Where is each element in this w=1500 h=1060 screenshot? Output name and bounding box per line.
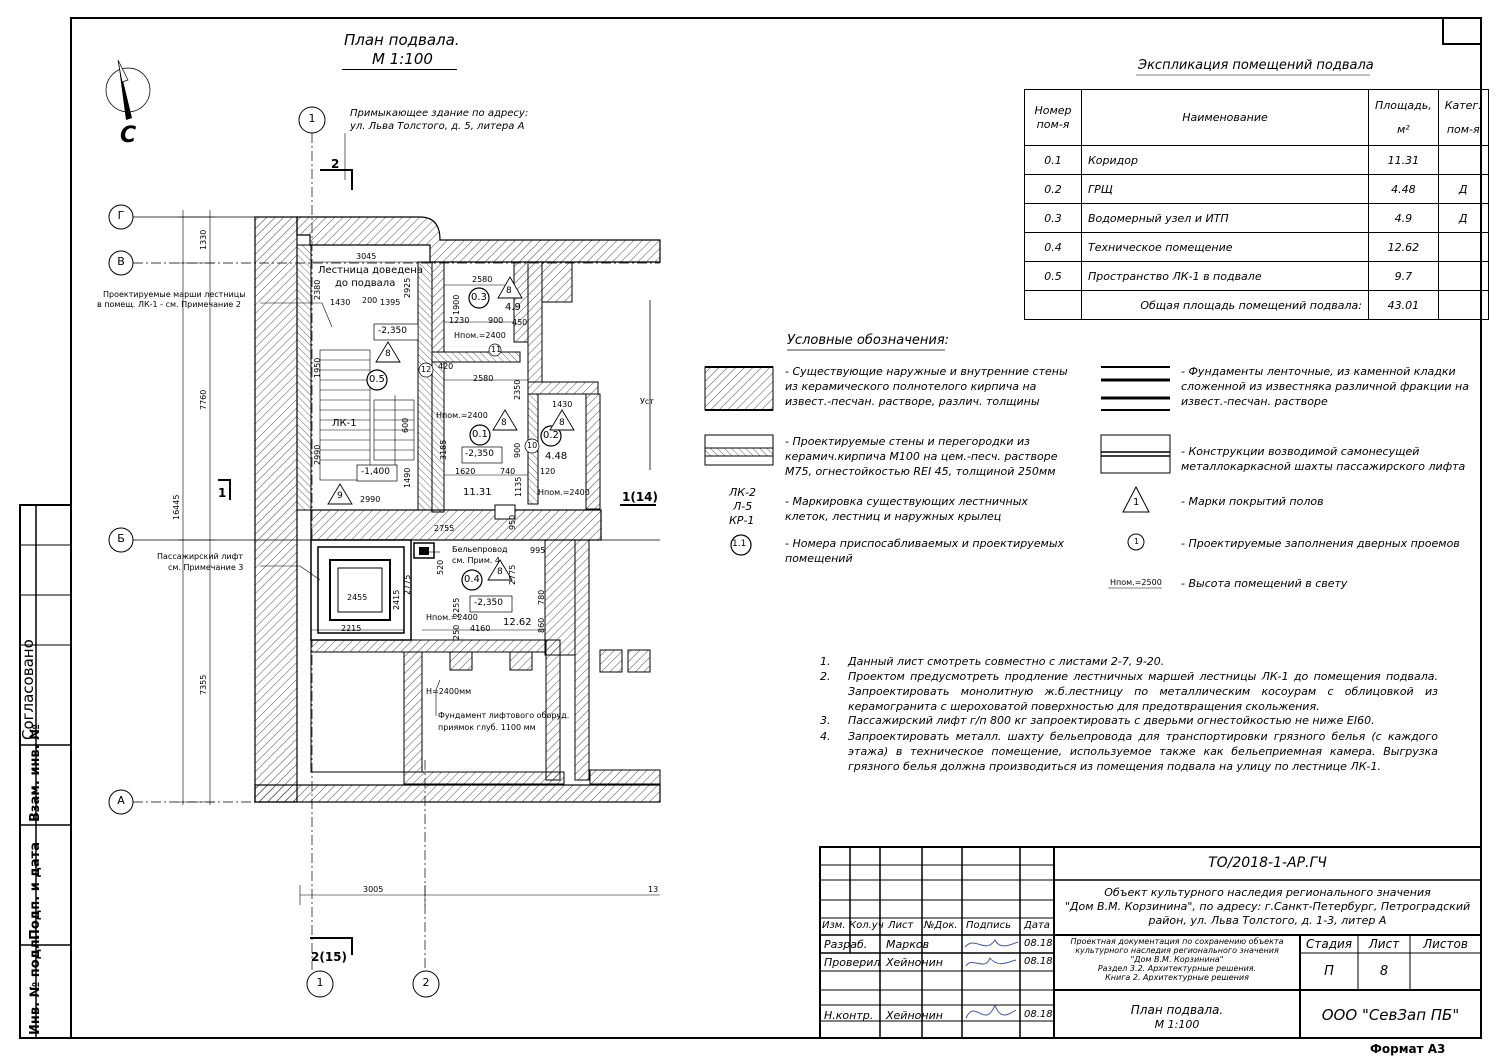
sidebar-podp: Подп. и дата	[28, 842, 43, 940]
section-2-15: 2(15)	[311, 950, 348, 964]
legend-sym-tri: 1	[1133, 497, 1140, 508]
room-area-02: 4.48	[545, 451, 568, 462]
room-h-04: Нпом.=2400	[426, 613, 478, 622]
door-11: 11	[491, 345, 502, 354]
legend-foundations: - Фундаменты ленточные, из каменной кладки сложенной из известняка различной фракции на извест.-песчан. растворе	[1181, 365, 1469, 408]
dim-7760: 7760	[199, 389, 208, 410]
room-num-01: 0.1	[472, 429, 488, 440]
dim-200a: 200	[362, 296, 378, 305]
dim-1490: 1490	[403, 467, 412, 488]
room-level-01: -2,350	[465, 449, 495, 459]
dim-2925: 2925	[403, 277, 412, 298]
dim-2455: 2455	[347, 593, 368, 602]
room-area-01: 11.31	[463, 487, 492, 498]
table-row: 0.2 ГРЩ 4.48 Д	[1025, 175, 1489, 204]
dim-3045: 3045	[356, 252, 377, 261]
tb-prov-name: Хейнонин	[886, 956, 943, 969]
ustr-label: Уст	[640, 397, 654, 406]
note-2-text: Проектом предусмотреть продление лестничных маршей лестницы ЛК-1 до помещения подвала. Запроектировать монолитную ж.б.лестницу по металлическим косоурам с облицовкой из керамогранита с шероховатой поверхностью для предотвращения скольжения.	[848, 670, 1438, 713]
dim-3185: 3185	[439, 439, 448, 460]
tb-col-ndok: №Док.	[924, 920, 958, 931]
dim-7355: 7355	[199, 674, 208, 695]
object-line2: "Дом В.М. Корзинина", по адресу: г.Санкт-Петербург, Петроградский	[1064, 900, 1471, 913]
door-10: 10	[527, 441, 538, 450]
section-2: 2	[331, 157, 340, 171]
dim-2990a: 2990	[313, 444, 322, 465]
callout-foundation-1: Фундамент лифтового оборуд.	[438, 711, 570, 720]
dim-2350: 2350	[513, 379, 522, 400]
axis-g: Г	[117, 209, 125, 222]
dim-900a: 900	[488, 316, 504, 325]
callout-stairs-2: в помещ. ЛК-1 - см. Примечание 2	[97, 300, 241, 309]
dim-450: 450	[512, 318, 528, 327]
note-4-num: 4.	[820, 730, 831, 743]
label-lk1: ЛК-1	[332, 418, 357, 429]
room-h-02: Нпом.=2400	[538, 488, 590, 497]
tb-stage-h: Стадия	[1305, 937, 1353, 951]
tb-drawing-2: М 1:100	[1154, 1018, 1200, 1031]
tb-desc: Проектная документация по сохранению объекта культурного наследия регионального значения "Дом В.М. Корзинина" Раздел 3.2. Архитектурные решения. Книга 2. Архитектурные решения	[1070, 937, 1284, 982]
dim-780: 780	[537, 589, 546, 605]
room-floor-02: 8	[559, 418, 565, 428]
tb-sheet: 8	[1379, 964, 1389, 979]
dim-600: 600	[401, 417, 410, 433]
callout-laundry-1: Бельепровод	[452, 545, 508, 554]
tb-col-list: Лист	[888, 920, 914, 931]
dim-250: 250	[452, 624, 461, 640]
room-level-05: -2,350	[378, 326, 408, 336]
sidebar-inv: Инв. № подл.	[28, 934, 43, 1035]
legend-sym-h: Нпом.=2500	[1110, 578, 1162, 587]
dim-1900: 1900	[452, 294, 461, 315]
axis-2-bottom: 2	[422, 976, 430, 989]
room-area-04: 12.62	[503, 617, 532, 628]
callout-stairs-1: Проектируемые марши лестницы	[103, 290, 246, 299]
tb-prov: Проверил	[824, 956, 881, 969]
tb-nkontr-date: 08.18	[1024, 1009, 1053, 1020]
note-2-num: 2.	[820, 670, 831, 683]
object-line3: район, ул. Льва Толстого, д. 1-3, литер А	[1148, 914, 1387, 927]
callout-lift-1: Пассажирский лифт	[157, 552, 244, 561]
callout-laundry-2: см. Прим. 4	[452, 556, 501, 565]
legend-room-numbers: - Номера приспосабливаемых и проектируемых помещений	[785, 537, 1065, 565]
legend-sym-kr: КР-1	[729, 514, 755, 527]
dim-1230: 1230	[449, 316, 470, 325]
dim-2215: 2215	[341, 624, 362, 633]
tb-razrab-name: Марков	[886, 938, 930, 951]
legend-floor-marks: - Марки покрытий полов	[1181, 495, 1324, 508]
note-3-num: 3.	[820, 714, 831, 727]
sidebar-vzam: Взам. инв. №	[28, 724, 43, 822]
room-area-03: 4.9	[505, 302, 521, 313]
table-row: 0.4 Техническое помещение 12.62	[1025, 233, 1489, 262]
room-floor-05: 8	[385, 349, 391, 359]
axis-1-top: 1	[308, 112, 316, 125]
signature-marks	[965, 940, 1018, 1018]
axis-b: Б	[117, 532, 125, 545]
expl-header-area: Площадь, м²	[1369, 90, 1439, 146]
dim-2580a: 2580	[472, 275, 493, 284]
tb-drawing-1: План подвала.	[1130, 1003, 1224, 1017]
dim-1430a: 1430	[330, 298, 351, 307]
dim-860: 860	[537, 617, 546, 633]
adjacent-line1: Примыкающее здание по адресу:	[350, 108, 529, 119]
room-num-05: 0.5	[369, 374, 385, 385]
room-h-01: Нпом.=2400	[436, 411, 488, 420]
tb-company: ООО "СевЗап ПБ"	[1321, 1006, 1460, 1024]
dim-420: 420	[438, 362, 454, 371]
legend-title: Условные обозначения:	[787, 333, 950, 348]
note-3-text: Пассажирский лифт г/п 800 кг запроектировать с дверьми огнестойкостью не ниже EI60.	[848, 714, 1375, 727]
object-line1: Объект культурного наследия регионального значения	[1104, 886, 1431, 899]
room-floor-03: 8	[506, 286, 512, 296]
callout-foundation-2: приямок глуб. 1100 мм	[438, 723, 536, 732]
axis-1-bottom: 1	[316, 976, 324, 989]
room-num-02: 0.2	[543, 430, 559, 441]
tb-col-podp: Подпись	[966, 920, 1011, 931]
tb-prov-date: 08.18	[1024, 956, 1053, 967]
room-num-04: 0.4	[464, 574, 480, 585]
dim-520: 520	[436, 559, 445, 575]
dim-13: 13	[648, 885, 659, 894]
legend-doors: - Проектируемые заполнения дверных проемов	[1181, 537, 1460, 550]
note-1-text: Данный лист смотреть совместно с листами 2-7, 9-20.	[848, 655, 1165, 668]
door-12: 12	[421, 365, 432, 374]
legend-sym-door: 1	[1134, 537, 1140, 546]
format-label: Формат А3	[1370, 1042, 1446, 1056]
title-underline	[342, 69, 457, 70]
dim-2415: 2415	[392, 589, 401, 610]
dim-2255: 2255	[452, 597, 461, 618]
legend-sym-room: 1.1	[732, 539, 747, 549]
legend-proj-walls: - Проектируемые стены и перегородки из керамич.кирпича М100 на цем.-песч. растворе М75, огнестойкостью REI 45, толщиной 250мм	[785, 435, 1058, 478]
explication-title: Экспликация помещений подвала	[1138, 58, 1374, 73]
north-label: С	[120, 123, 137, 148]
tb-col-izm: Изм.	[822, 920, 846, 931]
dim-2380: 2380	[313, 279, 322, 300]
label-h2400: Н=2400мм	[426, 687, 472, 696]
section-1-14: 1(14)	[622, 490, 659, 504]
table-row: 0.5 Пространство ЛК-1 в подвале 9.7	[1025, 262, 1489, 291]
dim-1135: 1135	[514, 476, 523, 497]
level-1400: -1,400	[361, 467, 391, 477]
dim-740: 740	[500, 467, 516, 476]
dim-2580b: 2580	[473, 374, 494, 383]
tb-stage: П	[1324, 964, 1334, 979]
legend-sym-l: Л-5	[733, 500, 753, 513]
stair-end-1: Лестница доведена	[318, 265, 423, 276]
expl-header-num: Номер пом-я	[1025, 90, 1082, 146]
dim-3005: 3005	[363, 885, 384, 894]
dim-1620: 1620	[455, 467, 476, 476]
room-h-03: Нпом.=2400	[454, 331, 506, 340]
doc-code: ТО/2018-1-АР.ГЧ	[1208, 855, 1327, 871]
tb-sheets-h: Листов	[1423, 937, 1468, 951]
dim-1330: 1330	[199, 229, 208, 250]
dim-950: 950	[508, 514, 517, 530]
plan-scale: М 1:100	[372, 50, 433, 68]
plan-title: План подвала.	[344, 31, 460, 49]
dim-1430b: 1430	[552, 400, 573, 409]
dim-1395: 1395	[380, 298, 401, 307]
dim-2775b: 2775	[508, 564, 517, 585]
dim-900b: 900	[513, 442, 522, 458]
note-1-num: 1.	[820, 655, 831, 668]
adjacent-line2: ул. Льва Толстого, д. 5, литера А	[350, 121, 525, 132]
table-row: 0.3 Водомерный узел и ИТП 4.9 Д	[1025, 204, 1489, 233]
tb-razrab-date: 08.18	[1024, 938, 1053, 949]
tb-nkontr-name: Хейнонин	[886, 1009, 943, 1022]
explication-table	[1024, 89, 1489, 320]
dim-4160: 4160	[470, 624, 491, 633]
tb-razrab: Разраб.	[824, 938, 868, 951]
dim-1950: 1950	[313, 357, 322, 378]
floor-mark-9: 9	[337, 491, 343, 501]
dim-16445: 16445	[172, 494, 181, 520]
section-1: 1	[218, 486, 227, 500]
legend-sym-lk: ЛК-2	[729, 486, 757, 499]
table-row: 0.1 Коридор 11.31	[1025, 146, 1489, 175]
tb-col-data: Дата	[1024, 920, 1050, 931]
legend-shaft: - Конструкции возводимой самонесущей металлокаркасной шахты пассажирского лифта	[1181, 445, 1466, 473]
tb-col-kol: Кол.уч	[849, 920, 884, 931]
expl-header-name: Наименование	[1082, 90, 1369, 146]
dim-120: 120	[540, 467, 556, 476]
dim-2775a: 2775	[403, 574, 412, 595]
axis-v: В	[117, 255, 125, 268]
callout-lift-2: см. Примечание 3	[168, 563, 244, 572]
room-num-03: 0.3	[471, 292, 487, 303]
dim-995: 995	[530, 546, 546, 555]
legend-existing-walls: - Существующие наружные и внутренние стены из керамического полнотелого кирпича на извест.-песчан. растворе, различ. толщины	[785, 365, 1068, 408]
sidebar-agreed: Согласовано	[19, 639, 37, 740]
legend-height: - Высота помещений в свету	[1181, 577, 1348, 590]
room-floor-04: 8	[497, 567, 503, 577]
axis-a: А	[117, 794, 125, 807]
room-level-04: -2,350	[474, 598, 504, 608]
tb-nkontr: Н.контр.	[824, 1009, 874, 1022]
dim-2755: 2755	[434, 524, 455, 533]
table-total-row: Общая площадь помещений подвала: 43.01	[1025, 291, 1489, 320]
room-floor-01: 8	[501, 418, 507, 428]
legend-marks-stairs: - Маркировка существующих лестничных клеток, лестниц и наружных крылец	[785, 495, 1028, 523]
stair-end-2: до подвала	[335, 278, 396, 289]
dim-2990b: 2990	[360, 495, 381, 504]
tb-sheet-h: Лист	[1368, 937, 1400, 951]
note-4-text: Запроектировать металл. шахту бельепровода для транспортировки грязного белья (с каждого этажа) в техническое помещение, используемое также как бельеприемная камера. Выгрузка грязного белья должна производиться из помещения подвала на улицу по лестнице ЛК-1.	[848, 730, 1438, 773]
expl-header-cat: Катег. пом-я	[1438, 90, 1488, 146]
